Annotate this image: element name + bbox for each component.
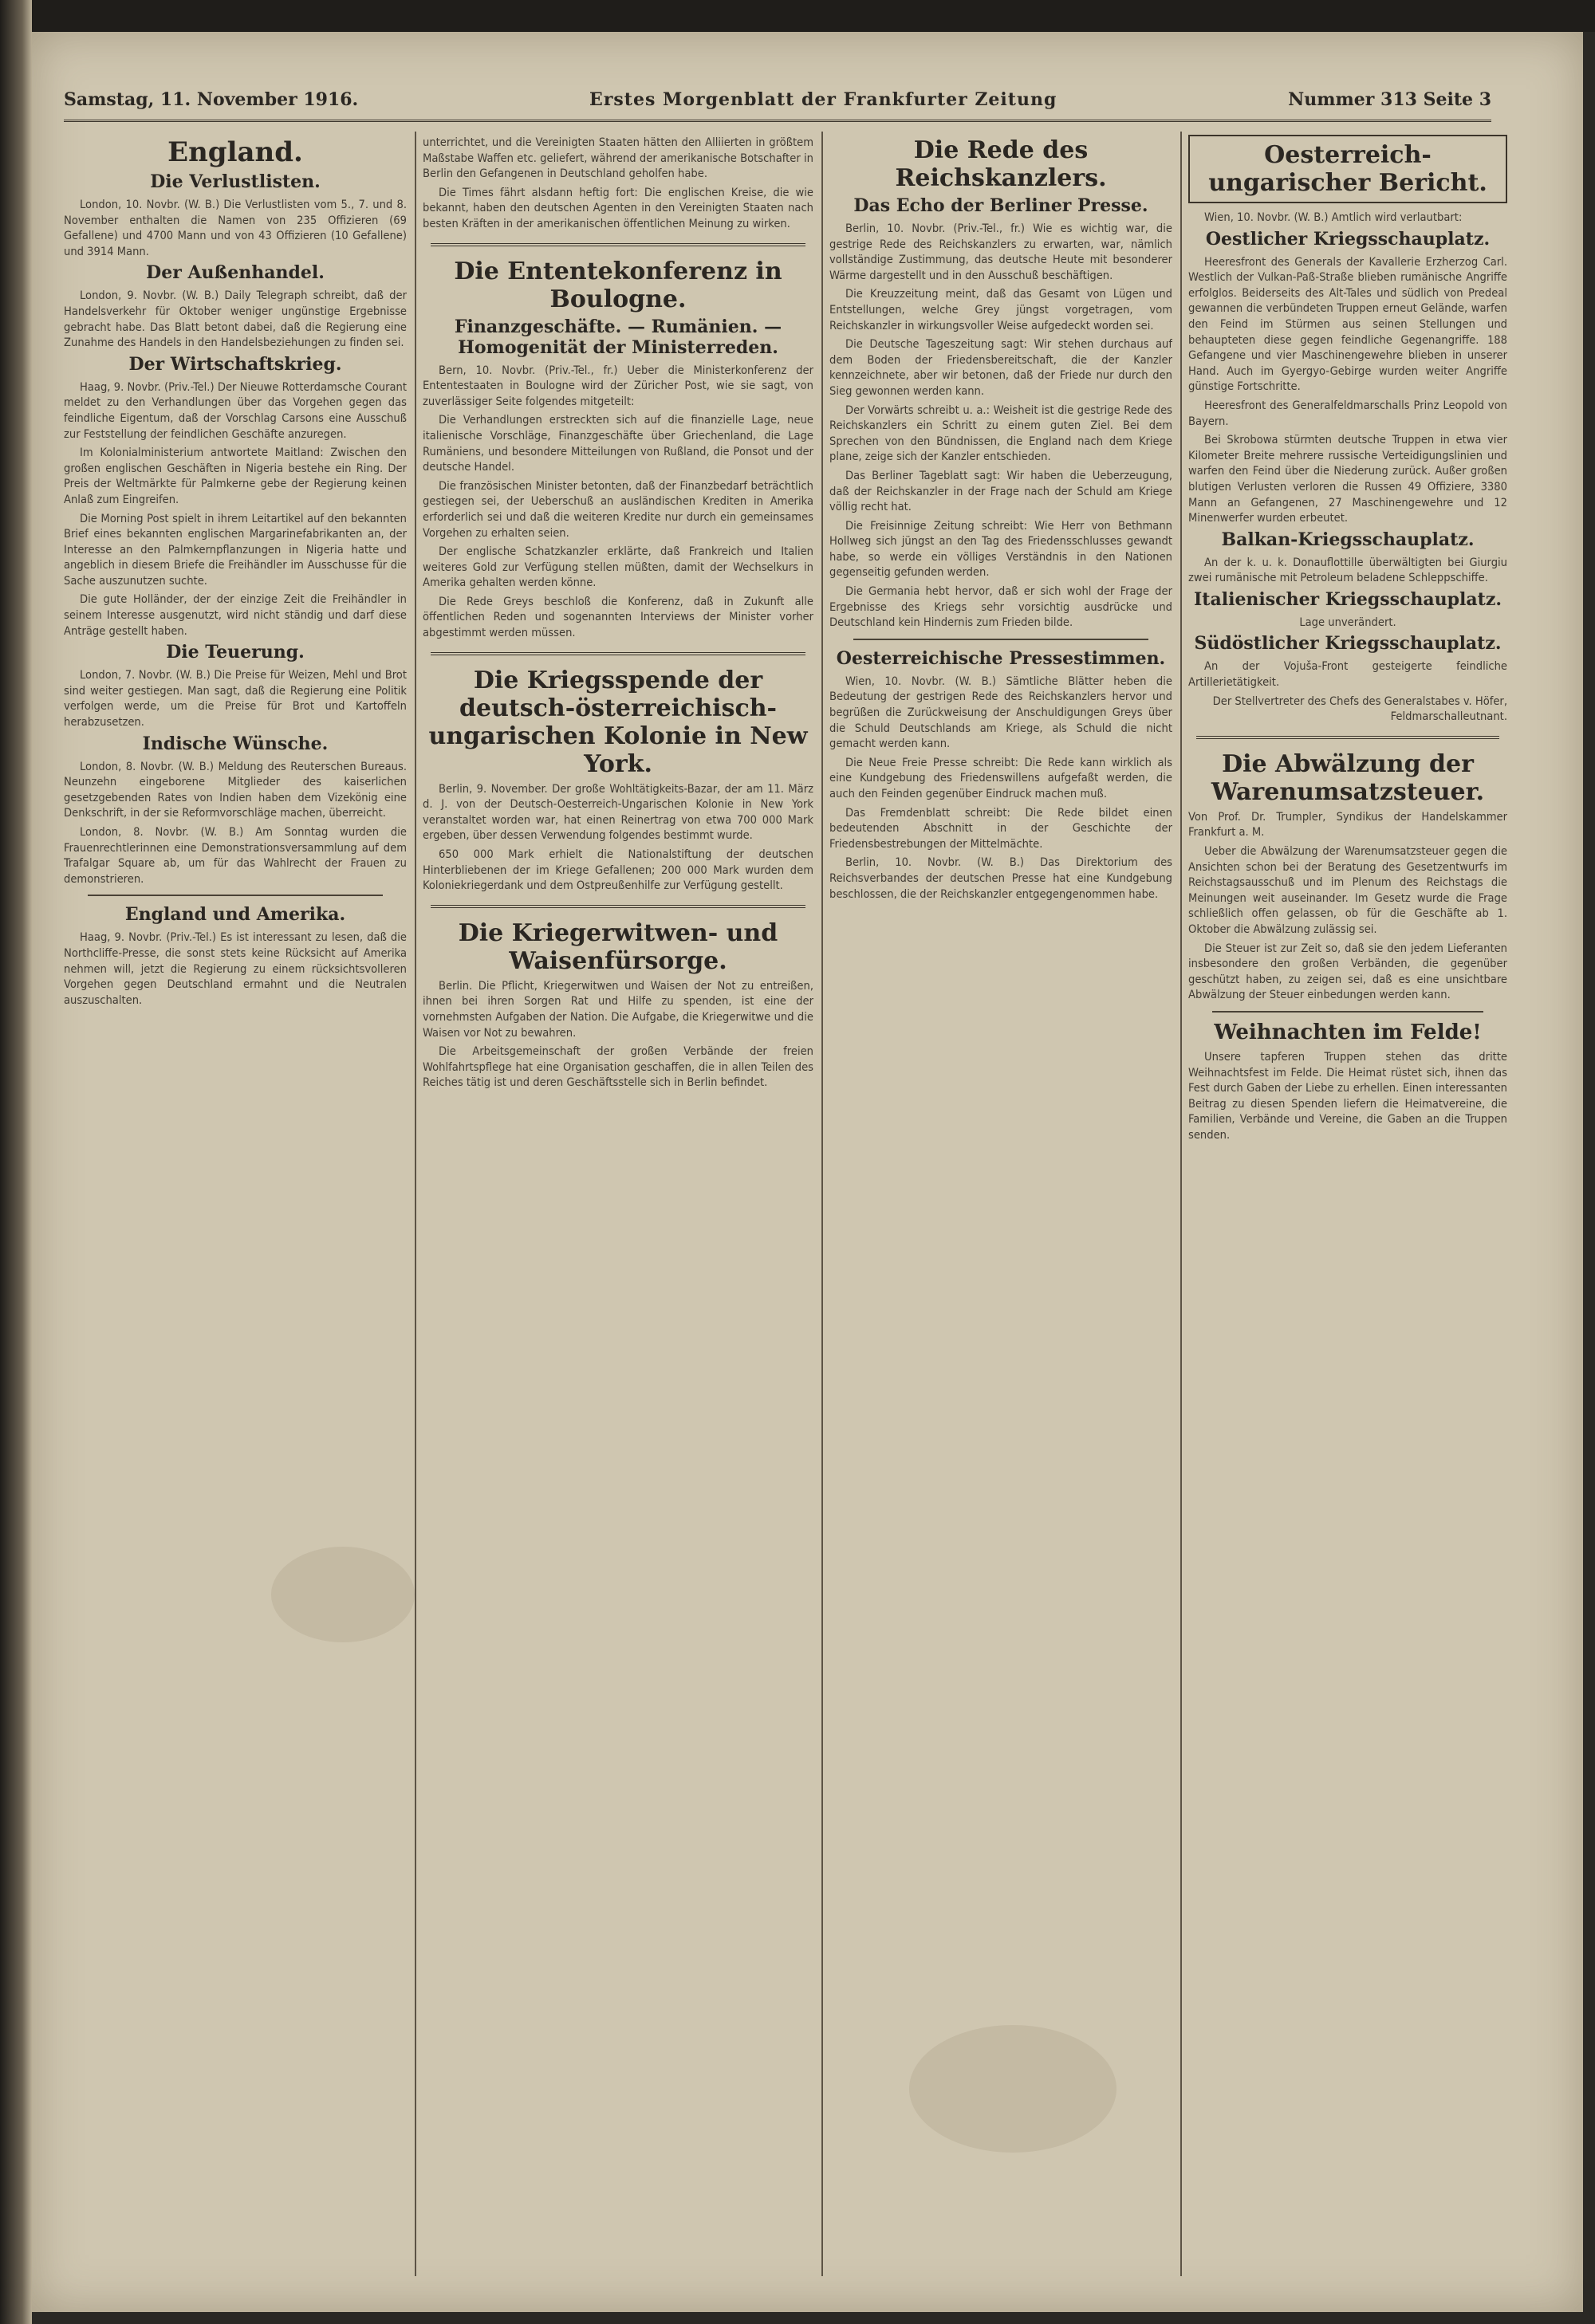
section-heading: Die Teuerung. <box>166 642 305 663</box>
article-paragraph: Die Verhandlungen erstreckten sich auf die finanzielle Lage, neue italienische Vorschläge, Finanzgeschäfte über Griechenland, die Lage Rumäniens, und besondere Mitteilungen von Rußland, die Ponsot und der deutsche Handel. <box>423 413 813 474</box>
article-byline: Von Prof. Dr. Trumpler, Syndikus der Handelskammer Frankfurt a. M. <box>1188 809 1507 840</box>
section-heading: Balkan-Kriegsschauplatz. <box>1221 529 1475 550</box>
article-title: England. <box>167 136 303 168</box>
article-paragraph: London, 10. Novbr. (W. B.) Die Verlustlisten vom 5., 7. und 8. November enthalten die Namen von 235 Offizieren (69 Gefallene) und 4700 Mann und von 43 Offizieren (10 Gefallene) und 3914 Mann. <box>64 198 407 258</box>
article-paragraph: Die französischen Minister betonten, daß der Finanzbedarf beträchtlich gestiegen sei, der Ueberschuß an ausländischen Krediten in Amerika erforderlich sei und daß die weiteren Kredite nur durch ein gemeinsames Vorgehen zu erhalten seien. <box>423 478 813 540</box>
column-3 <box>829 132 1172 2276</box>
article-paragraph: London, 8. Novbr. (W. B.) Am Sonntag wurden die Frauenrechtlerinnen eine Demonstrationsversammlung auf dem Trafalgar Square ab, um für das Wahlrecht der Frauen zu demonstrieren. <box>64 825 407 886</box>
article-paragraph: Der Vorwärts schreibt u. a.: Weisheit ist die gestrige Rede des Reichskanzlers ein Schritt zu einem guten Ziel. Bei dem Sprechen von den Bündnissen, die England nach dem Kriege plane, zeige sich der Kanzler entschieden. <box>829 403 1172 464</box>
article-subtitle: Finanzgeschäfte. — Rumänien. — Homogenität der Ministerreden. <box>454 316 782 358</box>
article-paragraph: Die Rede Greys beschloß die Konferenz, daß in Zukunft alle öffentlichen Reden und sogenannten Interviews der Minister vorher abgestimmt werden müssen. <box>423 594 813 640</box>
article-paragraph: Heeresfront des Generalfeldmarschalls Prinz Leopold von Bayern. <box>1188 398 1507 428</box>
article-paragraph: Die Arbeitsgemeinschaft der großen Verbände der freien Wohlfahrtspflege hat eine Organisation geschaffen, die in allen Teilen des Reiches tätig ist und deren Geschäftsstelle sich in Berlin befindet. <box>423 1044 813 1090</box>
article-paragraph: Haag, 9. Novbr. (Priv.-Tel.) Es ist interessant zu lesen, daß die Northcliffe-Presse, die sonst stets keine Rücksicht auf Amerika nehmen will, jetzt die Regierung zu einem rücksichtsvolleren Vorgehen gegen Deutschland ermahnt und die Neutralen auszuschalten. <box>64 930 407 1007</box>
scan-left-edge <box>0 0 32 2324</box>
article-title: Die Ententekonferenz in Boulogne. <box>454 257 782 313</box>
article-paragraph: Berlin, 10. Novbr. (W. B.) Das Direktorium des Reichsverbandes der deutschen Presse hat eine Kundgebung beschlossen, die der Reichskanzler entgegengenommen habe. <box>829 855 1172 901</box>
section-heading: Der Außenhandel. <box>146 262 325 284</box>
article-subtitle: Das Echo der Berliner Presse. <box>853 195 1148 216</box>
column-4 <box>1188 132 1507 2276</box>
article-paragraph: Berlin, 10. Novbr. (Priv.-Tel., fr.) Wie es wichtig war, die gestrige Rede des Reichskanzlers zu erwarten, war, nämlich vollständige Zustimmung, das deutsche Heute mit besonderer Wärme dargestellt und in den Ausschuß beschäftigen. <box>829 222 1172 282</box>
article-paragraph: Die Neue Freie Presse schreibt: Die Rede kann wirklich als eine Kundgebung des Friedenswillens aufgefaßt werden, die auch den Feinden gegenüber Eindruck machen muß. <box>829 755 1172 800</box>
article-paragraph: Berlin. Die Pflicht, Kriegerwitwen und Waisen der Not zu entreißen, ihnen bei ihren Sorgen Rat und Hilfe zu spenden, ist eine der vornehmsten Aufgaben der Nation. Die Aufgabe, die Kriegerwitwe und die Waisen vor Not zu bewahren. <box>423 978 813 1040</box>
section-heading: Oestlicher Kriegsschauplatz. <box>1205 228 1491 250</box>
article-paragraph: Bei Skrobowa stürmten deutsche Truppen in etwa vier Kilometer Breite mehrere russische Verteidigungslinien und warfen den Feind über die Niederung zurück. Außer großen blutigen Verlusten verloren die Russen 49 Offiziere, 3380 Mann an Gefangenen, 27 Maschinengewehre und 12 Minenwerfer wurden erbeutet. <box>1188 433 1507 525</box>
article-paragraph: Ueber die Abwälzung der Warenumsatzsteuer gegen die Ansichten schon bei der Beratung des Gesetzentwurfs im Reichstagsausschuß und im Plenum des Reichstags die Meinungen weit auseinander. Im Gesetz wurde die Frage schließlich offen gelassen, ob für die Geschäfte ab 1. Oktober die Abwälzung zulässig sei. <box>1188 844 1507 936</box>
article-paragraph: Die Deutsche Tageszeitung sagt: Wir stehen durchaus auf dem Boden der Friedensbereitschaft, die der Kanzler kennzeichnete, aber wir betonen, daß der Friede nur durch den Sieg gewonnen werden kann. <box>829 337 1172 398</box>
article-paragraph: Die Freisinnige Zeitung schreibt: Wie Herr von Bethmann Hollweg sich jüngst an den Tag des Friedensschlusses gewandt habe, so werde ein völliges Verständnis in den Nationen gegenseitig gefunden werden. <box>829 518 1172 580</box>
article-paragraph: Heeresfront des Generals der Kavallerie Erzherzog Carl. Westlich der Vulkan-Paß-Straße blieben rumänische Angriffe erfolglos. Beiderseits des Alt-Tales und südlich von Predeal gewannen die verbündeten Truppen erneut Gelände, warfen den Feind im Stürmen aus seinen Stellungen und behaupteten diese gegen feindliche Gegenangriffe. 188 Gefangene und vier Maschinengewehre blieben in unserer Hand. Auch im Gyergyo-Gebirge wurden weiter Angriffe günstige Fortschritte. <box>1188 254 1507 394</box>
article-paragraph: Die gute Holländer, der der einzige Zeit die Freihändler in seinem Interesse ausgenutzt, wird nicht ständig und darf diese Anträge gestellt haben. <box>64 592 407 638</box>
article-paragraph: An der Vojuša-Front gesteigerte feindliche Artillerietätigkeit. <box>1188 659 1507 690</box>
article-paragraph: Das Fremdenblatt schreibt: Die Rede bildet einen bedeutenden Abschnitt in der Geschichte der Friedensbestrebungen der Mittelmächte. <box>829 805 1172 851</box>
divider <box>1196 736 1499 739</box>
article-paragraph: Die Kreuzzeitung meint, daß das Gesamt von Lügen und Entstellungen, welche Grey jüngst vorgetragen, vom Reichskanzler in wirkungsvoller Weise aufgedeckt worden sei. <box>829 287 1172 332</box>
section-heading: Indische Wünsche. <box>142 733 329 754</box>
article-title: Die Abwälzung der Warenumsatzsteuer. <box>1211 749 1485 806</box>
section-heading: Südöstlicher Kriegsschauplatz. <box>1194 633 1502 655</box>
article-paragraph: London, 9. Novbr. (W. B.) Daily Telegraph schreibt, daß der Handelsverkehr für Oktober weniger ungünstige Ergebnisse gebracht habe. Das Blatt betont dabei, daß die Regierung eine Zunahme des Handels in den Handelsbeziehungen zu finden sei. <box>64 289 407 350</box>
article-paragraph: London, 8. Novbr. (W. B.) Meldung des Reuterschen Bureaus. Neunzehn eingeborene Mitglieder des kaiserlichen gesetzgebenden Rates von Indien haben dem Vizekönig eine Denkschrift, in der sie Reformvorschläge machen, überreicht. <box>64 759 407 820</box>
article-paragraph: Die Germania hebt hervor, daß er sich wohl der Frage der Ergebnisse des Kriegs sehr vorsichtig ausdrücke und Deutschland kein Hindernis zum Frieden bilde. <box>829 584 1172 630</box>
divider <box>1212 1011 1483 1013</box>
article-paragraph: Die Times fährt alsdann heftig fort: Die englischen Kreise, die wie bekannt, haben den deutschen Agenten in den Vereinigten Staaten nach besten Kräften in der amerikanischen öffentlichen Meinung zu wirken. <box>423 185 813 230</box>
article-paragraph: London, 7. Novbr. (W. B.) Die Preise für Weizen, Mehl und Brot sind weiter gestiegen. Man sagt, daß die Regierung eine Politik verfolgen werde, um die Preise für Brot und Kartoffeln herabzusetzen. <box>64 668 407 729</box>
article-paragraph: Im Kolonialministerium antwortete Maitland: Zwischen den großen englischen Geschäften in Nigeria bestehe ein Ring. Der Preis der Weltmärkte für Palmkerne gebe der Regierung keinen Anlaß zum Eingreifen. <box>64 446 407 506</box>
divider <box>431 652 805 655</box>
section-heading: Der Wirtschaftskrieg. <box>128 353 342 375</box>
article-title: Die Kriegerwitwen- und Waisenfürsorge. <box>458 918 778 975</box>
column-1 <box>64 132 407 2276</box>
article-title-boxed: Oesterreich-ungarischer Bericht. <box>1188 135 1507 203</box>
article-paragraph: unterrichtet, und die Vereinigten Staaten hätten den Alliierten in größtem Maßstabe Waffen etc. geliefert, während der amerikanische Botschafter in Berlin den Gefangenen in Deutschland geholfen habe. <box>423 136 813 181</box>
article-paragraph: Der englische Schatzkanzler erklärte, daß Frankreich und Italien weiteres Gold zur Verfügung stellen müßten, damit der Wechselkurs in Amerika gehalten werden könne. <box>423 545 813 590</box>
column-2 <box>423 132 813 2276</box>
article-title: Die Kriegsspende der deutsch-österreichisch-ungarischen Kolonie in New York. <box>428 666 808 778</box>
article-paragraph: Wien, 10. Novbr. (W. B.) Sämtliche Blätter heben die Bedeutung der gestrigen Rede des Reichskanzlers hervor und begrüßen die Zurückweisung der Anschuldigungen Greys über die Schuld Deutschlands am Kriege, als Schuld die nicht gemacht werden kann. <box>829 674 1172 751</box>
masthead-date: Samstag, 11. November 1916. <box>64 89 359 110</box>
divider <box>853 639 1148 640</box>
column-rule <box>415 132 416 2276</box>
section-heading: Oesterreichische Pressestimmen. <box>836 647 1166 669</box>
divider <box>88 895 383 896</box>
article-paragraph: Wien, 10. Novbr. (W. B.) Amtlich wird verlautbart: <box>1204 210 1463 224</box>
article-paragraph: Die Morning Post spielt in ihrem Leitartikel auf den bekannten Brief eines bekannten englischen Margarinefabrikanten an, der Interesse an den Palmkernpflanzungen in Nigeria hatte und angeblich in diesem Briefe die Freihändler im Ausschusse für die Sache auszunutzen suchte. <box>64 511 407 588</box>
article-title: Die Rede des Reichskanzlers. <box>895 136 1107 192</box>
article-paragraph: Haag, 9. Novbr. (Priv.-Tel.) Der Nieuwe Rotterdamsche Courant meldet zu den Verhandlungen über das Vorgehen gegen das feindliche Eigentum, daß der Vorschlag Carsons eine Ausschuß zur Feststellung der feindlichen Geschäfte anzuregen. <box>64 379 407 441</box>
masthead-title: Erstes Morgenblatt der Frankfurter Zeitung <box>589 89 1057 110</box>
article-paragraph: Bern, 10. Novbr. (Priv.-Tel., fr.) Ueber die Ministerkonferenz der Ententestaaten in Boulogne wird der Züricher Post, wie sie sagt, von zuverlässiger Seite folgendes mitgeteilt: <box>423 363 813 408</box>
article-paragraph: Lage unverändert. <box>1299 615 1396 629</box>
article-paragraph: Das Berliner Tageblatt sagt: Wir haben die Ueberzeugung, daß der Reichskanzler in der Frage nach der Schuld am Kriege völlig recht hat. <box>829 468 1172 514</box>
section-heading: Italienischer Kriegsschauplatz. <box>1194 588 1502 610</box>
article-paragraph: An der k. u. k. Donauflottille überwältigten bei Giurgiu zwei rumänische mit Petroleum beladene Schleppschiffe. <box>1188 555 1507 585</box>
article-paragraph: Berlin, 9. November. Der große Wohltätigkeits-Bazar, der am 11. März d. J. von der Deutsch-Oesterreich-Ungarischen Kolonie in New York veranstaltet worden war, hat einen Reinertrag von etwa 700 000 Mark ergeben, über dessen Verwendung folgendes bestimmt wurde. <box>423 781 813 843</box>
section-heading: Die Verlustlisten. <box>150 171 321 192</box>
signature-line: Der Stellvertreter des Chefs des Generalstabes v. Höfer, Feldmarschalleutnant. <box>1212 694 1507 724</box>
column-rule <box>1180 132 1182 2276</box>
article-paragraph: 650 000 Mark erhielt die Nationalstiftung der deutschen Hinterbliebenen der im Kriege Gefallenen; 200 000 Mark wurden dem Koloniekriegerdank und dem Ostpreußenhilfe zur Verfügung gestellt. <box>423 847 813 893</box>
section-heading: Weihnachten im Felde! <box>1214 1020 1482 1044</box>
scan-top-edge <box>0 0 1595 32</box>
masthead-page-number: Nummer 313 Seite 3 <box>1288 89 1491 110</box>
article-paragraph: Unsere tapferen Truppen stehen das dritte Weihnachtsfest im Felde. Die Heimat rüstet sich, ihnen das Fest durch Gaben der Liebe zu erhellen. Einen interessanten Beitrag zu diesen Spenden liefern die Heimatvereine, die Familien, Verbände und Vereine, die Gaben an die Truppen senden. <box>1188 1049 1507 1142</box>
section-heading: England und Amerika. <box>124 904 346 926</box>
masthead <box>64 80 1491 122</box>
divider <box>431 905 805 908</box>
column-rule <box>821 132 823 2276</box>
divider <box>431 243 805 246</box>
article-paragraph: Die Steuer ist zur Zeit so, daß sie den jedem Lieferanten insbesondere den großen Verbänden, die gegenüber geschützt haben, zu zeigen sei, daß es eine unsichtbare Abwälzung der Steuer einbedungen werden kann. <box>1188 941 1507 1002</box>
